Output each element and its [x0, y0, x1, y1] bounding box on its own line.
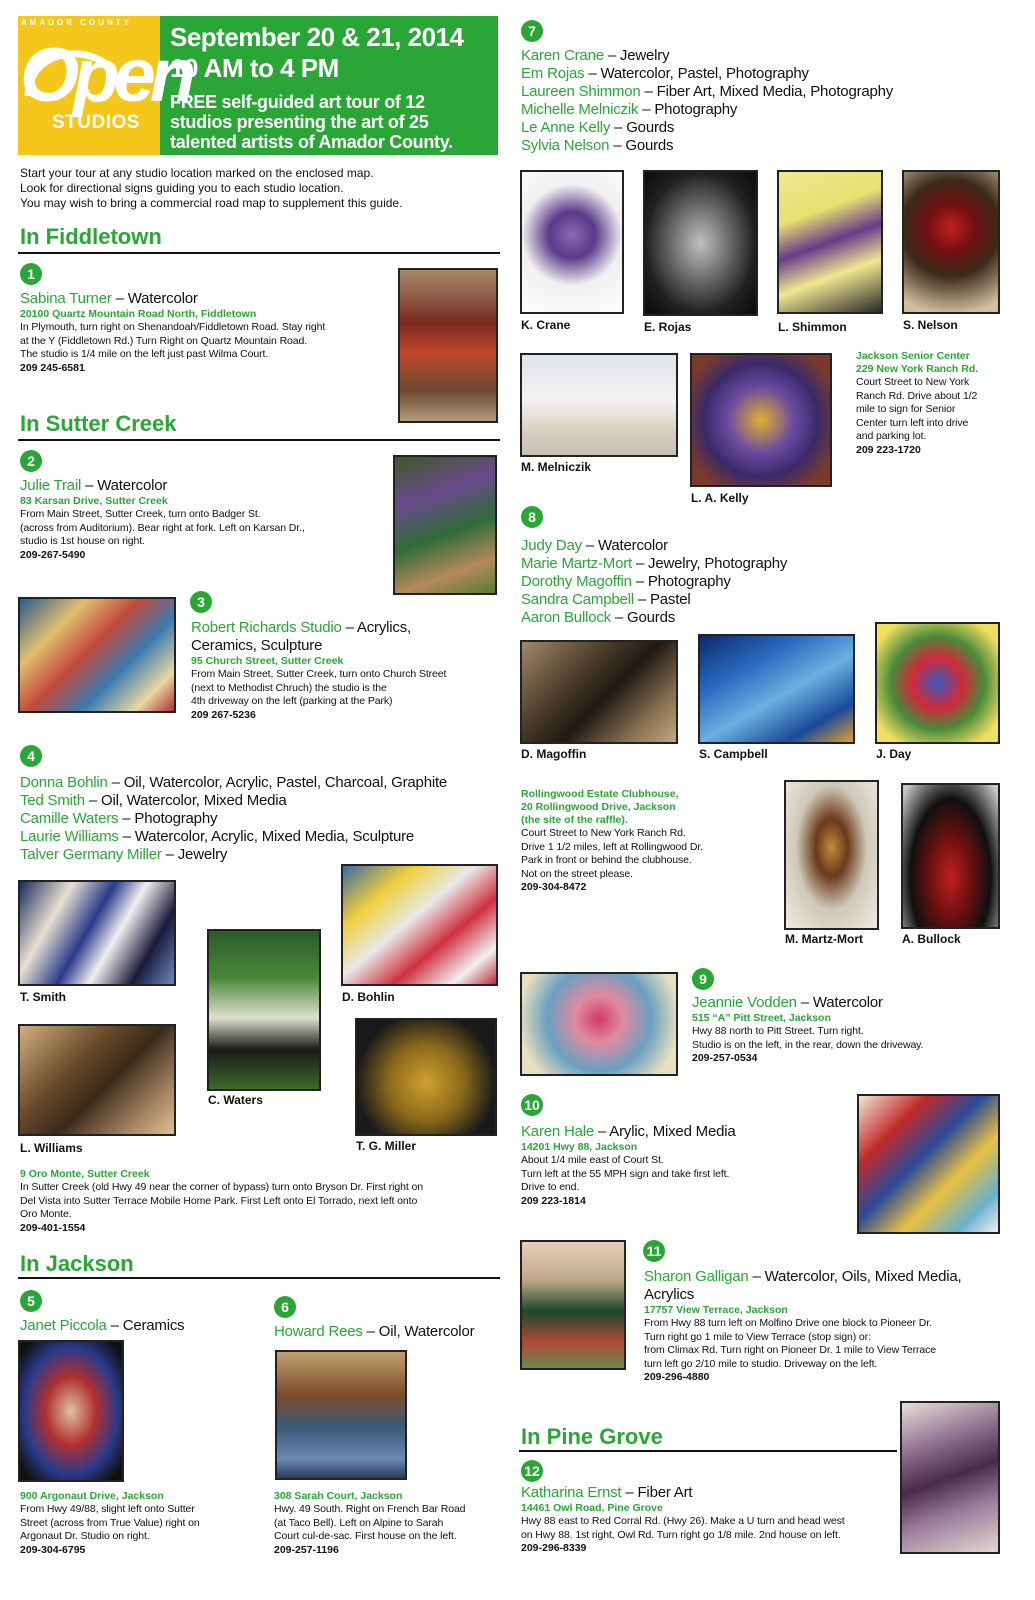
studio-number-badge: 9: [692, 968, 714, 990]
artist-name: Aaron Bullock: [521, 609, 611, 626]
artist-name: Donna Bohlin: [20, 774, 108, 791]
dir-line: Not on the street please.: [521, 867, 633, 880]
artist-media: – Arylic, Mixed Media: [594, 1123, 736, 1140]
section-jackson: In Jackson: [20, 1251, 134, 1276]
intro-line-1: Start your tour at any studio location marked on the enclosed map.: [20, 166, 374, 180]
studio-number-badge: 10: [521, 1094, 543, 1116]
studio-address: 9 Oro Monte, Sutter Creek: [20, 1168, 150, 1180]
section-rule: [519, 1450, 897, 1452]
artist-name: Karen Hale: [521, 1123, 595, 1140]
artist-media: – Jewelry, Photography: [631, 555, 788, 572]
caption-waters: C. Waters: [208, 1093, 263, 1107]
artist-media: – Photography: [638, 101, 738, 118]
dir-line: Hwy 88 north to Pitt Street. Turn right.: [692, 1025, 864, 1037]
phone: 209 245-6581: [20, 361, 85, 374]
dir-line: The studio is 1/4 mile on the left just past Wilma Court.: [20, 348, 269, 360]
artist-line: [20, 477, 385, 495]
artwork-image-rojas: [643, 170, 758, 316]
artist-name: Sandra Campbell: [521, 591, 634, 608]
studio-number-badge: 5: [20, 1290, 42, 1312]
directions: [191, 668, 496, 709]
directions: [644, 1317, 1024, 1371]
dir-line: Hwy 88 east to Red Corral Rd. (Hwy 26). Make a U turn and head west: [521, 1515, 845, 1527]
artist-name: Judy Day: [521, 537, 582, 554]
artist-name: Janet Piccola: [20, 1317, 107, 1334]
dir-line: Drive to end.: [521, 1181, 580, 1193]
artist-media: – Watercolor, Oils, Mixed Media,: [748, 1268, 962, 1285]
artist-media: – Watercolor: [796, 994, 883, 1011]
artist-name: Laureen Shimmon: [521, 83, 641, 100]
event-date: September 20 & 21, 2014: [170, 22, 464, 52]
caption-kelly: L. A. Kelly: [691, 491, 749, 505]
artist-line: [521, 47, 1021, 65]
artist-media: – Gourds: [609, 137, 674, 154]
caption-smith: T. Smith: [20, 990, 67, 1004]
dir-line: at the Y (Fiddletown Rd.) Turn Right on Quartz Mountain Road.: [20, 334, 308, 347]
artist-line: [521, 537, 1001, 555]
logo-word: Open: [20, 33, 191, 118]
studio-number-badge: 12: [521, 1460, 543, 1482]
intro-line-3: You may wish to bring a commercial road map to supplement this guide.: [20, 196, 403, 210]
logo-studios: STUDIOS: [52, 112, 140, 133]
artwork-image-nelson: [902, 170, 1000, 314]
section-pine-grove: In Pine Grove: [521, 1424, 663, 1449]
artist-line: [20, 1317, 184, 1335]
phone: 209 267-5236: [191, 708, 256, 721]
artwork-image-hale: [857, 1094, 1000, 1234]
artwork-image-crane: [520, 170, 624, 314]
section-fiddletown: In Fiddletown: [20, 224, 162, 249]
section-rule: [18, 439, 500, 441]
dir-line: Court Street to New York: [856, 376, 970, 388]
artwork-image-piccola: [18, 1340, 124, 1482]
directions: [521, 827, 771, 881]
phone: 209-267-5490: [20, 548, 86, 561]
artist-name: Jeannie Vodden: [692, 994, 797, 1011]
phone: 209-304-6795: [20, 1543, 86, 1556]
artwork-image-waters: [207, 929, 321, 1091]
dir-line: (across from Auditorium). Bear right at fork. Left on Karsan Dr.,: [20, 521, 305, 534]
artist-line: [644, 1268, 1024, 1286]
studio-number-badge: 11: [643, 1240, 665, 1262]
intro-text: [20, 166, 402, 211]
artwork-image-turner: [398, 268, 498, 423]
studio-number-badge: 3: [190, 591, 212, 613]
studio-address: (the site of the raffle).: [521, 814, 628, 826]
artwork-image-williams: [18, 1024, 176, 1136]
artwork-image-smith: [18, 880, 176, 986]
dir-line: About 1/4 mile east of Court St.: [521, 1154, 664, 1166]
open-studios-logo: [18, 16, 191, 155]
artist-name: Marie Martz-Mort: [521, 555, 632, 572]
directions: [856, 376, 1016, 444]
studio-4-directions: [20, 1168, 500, 1235]
dir-line: and parking lot.: [856, 430, 927, 442]
intro-line-2: Look for directional signs guiding you to each studio location.: [20, 181, 344, 195]
artist-name: Em Rojas: [521, 65, 585, 82]
artist-media: – Ceramics: [106, 1317, 185, 1334]
artist-line: [20, 810, 500, 828]
caption-williams: L. Williams: [20, 1141, 83, 1155]
studio-address: 14201 Hwy 88, Jackson: [521, 1141, 638, 1153]
caption-rojas: E. Rojas: [644, 320, 692, 334]
studio-10-block: [521, 1123, 851, 1208]
dir-line: (at Taco Bell). Left on Alpine to Sarah: [274, 1516, 444, 1529]
studio-number-badge: 7: [521, 20, 543, 42]
artwork-image-kelly: [690, 353, 832, 487]
artist-name: Katharina Ernst: [521, 1484, 622, 1501]
artist-name: Talver Germany Miller: [20, 846, 162, 863]
artwork-image-melniczik: [520, 353, 678, 457]
artist-media: – Oil, Watercolor, Acrylic, Pastel, Charcoal, Graphite: [107, 774, 448, 791]
directions: [20, 1181, 500, 1222]
studio-9-block: [692, 994, 1022, 1065]
dir-line: In Sutter Creek (old Hwy 49 near the corner of bypass) turn onto Bryson Dr. First right on: [20, 1181, 424, 1193]
logo-county: AMADOR COUNTY: [21, 18, 132, 27]
artist-line: [191, 619, 496, 637]
studio-8-directions: [521, 788, 771, 894]
directions: [20, 508, 385, 549]
section-rule: [18, 1277, 500, 1279]
studio-4-artists: [20, 774, 500, 864]
caption-bullock: A. Bullock: [902, 932, 961, 946]
studio-address: 515 “A” Pitt Street, Jackson: [692, 1012, 831, 1024]
phone: 209 223-1814: [521, 1194, 586, 1207]
dir-line: 4th driveway on the left (parking at the Park): [191, 695, 393, 707]
artist-media: – Gourds: [610, 609, 676, 626]
dir-line: From Main Street, Sutter Creek, turn onto Badger St.: [20, 508, 261, 520]
dir-line: (next to Methodist Chruch) the studio is the: [191, 681, 387, 694]
artwork-image-richards: [18, 597, 176, 713]
dir-line: In Plymouth, turn right on Shenandoah/Fiddletown Road. Stay right: [20, 321, 326, 333]
dir-line: Del Vista into Sutter Terrace Mobile Home Park. First Left onto El Torrado, next left onto: [20, 1194, 418, 1207]
artwork-image-galligan: [520, 1240, 626, 1370]
artist-name: Sharon Galligan: [644, 1268, 749, 1285]
desc-line-2: studios presenting the art of 25: [170, 112, 429, 132]
artist-line: [521, 555, 1001, 573]
directions: [274, 1503, 504, 1544]
phone: 209 223-1720: [856, 443, 921, 456]
artwork-image-campbell: [698, 634, 855, 744]
artwork-image-bohlin: [341, 864, 498, 986]
studio-number-badge: 2: [20, 450, 42, 472]
artist-media: – Acrylics,: [341, 619, 411, 636]
artist-media: – Gourds: [610, 119, 675, 136]
studio-address: 17757 View Terrace, Jackson: [644, 1304, 788, 1316]
event-time: 10 AM to 4 PM: [170, 53, 339, 83]
artist-media: – Jewelry: [161, 846, 228, 863]
dir-line: From Hwy 88 turn left on Molfino Drive one block to Pioneer Dr.: [644, 1317, 932, 1329]
artist-media: – Photography: [118, 810, 218, 827]
artist-line: [20, 290, 390, 308]
dir-line: Drive 1 1/2 miles, left at Rollingwood Dr.: [521, 840, 703, 853]
section-sutter-creek: In Sutter Creek: [20, 411, 177, 436]
directions: [521, 1154, 851, 1195]
dir-line: Park in front or behind the clubhouse.: [521, 854, 692, 866]
artist-name: Sabina Turner: [20, 290, 112, 307]
studio-address: 95 Church Street, Sutter Creek: [191, 655, 344, 667]
artist-line: [20, 792, 500, 810]
artist-media: – Watercolor: [111, 290, 198, 307]
artist-line: [274, 1323, 474, 1341]
dir-line: Court Street to New York Ranch Rd.: [521, 827, 686, 839]
studio-address: Jackson Senior Center: [856, 350, 970, 362]
artist-line: [521, 119, 1021, 137]
dir-line: Court cul-de-sac. First house on the left.: [274, 1530, 457, 1542]
artwork-image-trail: [393, 455, 497, 595]
studio-3-block: [191, 619, 496, 722]
caption-bohlin: D. Bohlin: [342, 990, 395, 1004]
studio-number-badge: 8: [521, 506, 543, 528]
phone: 209-296-4880: [644, 1371, 710, 1383]
studio-address: 20 Rollingwood Drive, Jackson: [521, 801, 676, 813]
artist-name: Le Anne Kelly: [521, 119, 611, 136]
dir-line: on Hwy 88. 1st right, Owl Rd. Turn right go 1/8 mile. 2nd house on left.: [521, 1528, 841, 1541]
artist-line: [692, 994, 1022, 1012]
artist-name: Ted Smith: [20, 792, 85, 809]
caption-crane: K. Crane: [521, 318, 571, 332]
artwork-image-day: [875, 622, 1000, 744]
artist-line: [521, 1484, 901, 1502]
artist-media: – Fiber Art, Mixed Media, Photography: [640, 83, 894, 100]
dir-line: Center turn left into drive: [856, 416, 969, 429]
artist-media: – Fiber Art: [621, 1484, 693, 1501]
dir-line: turn left go 2/10 mile to studio. Driveway on the left.: [644, 1357, 878, 1370]
dir-line: From Main Street, Sutter Creek, turn onto Church Street: [191, 668, 447, 680]
studio-12-block: [521, 1484, 901, 1555]
artist-media: – Photography: [631, 573, 731, 590]
artist-media-cont: Ceramics, Sculpture: [191, 637, 323, 654]
studio-address: 83 Karsan Drive, Sutter Creek: [20, 495, 168, 507]
directions: [692, 1025, 1022, 1052]
desc-line-1: FREE self-guided art tour of 12: [170, 92, 425, 112]
artist-media: – Pastel: [633, 591, 691, 608]
studio-11-block: [644, 1268, 1024, 1384]
artist-media: – Jewelry: [603, 47, 670, 64]
artist-media: – Watercolor: [581, 537, 668, 554]
dir-line: from Climax Rd. Turn right on Pioneer Dr. 1 mile to View Terrace: [644, 1344, 936, 1356]
artist-name: Sylvia Nelson: [521, 137, 610, 154]
caption-magoffin: D. Magoffin: [521, 747, 587, 761]
artist-line: [521, 591, 1001, 609]
artist-media: – Watercolor, Acrylic, Mixed Media, Sculpture: [118, 828, 415, 845]
artist-line: [521, 83, 1021, 101]
artist-media: – Oil, Watercolor, Mixed Media: [84, 792, 287, 809]
studio-7-directions: [856, 350, 1016, 457]
directions: [521, 1515, 901, 1542]
studio-7-artists: [521, 47, 1021, 155]
artwork-image-magoffin: [520, 640, 678, 744]
artwork-image-miller: [355, 1018, 497, 1136]
section-rule: [18, 252, 500, 254]
phone: 209-304-8472: [521, 881, 587, 893]
studio-address: 308 Sarah Court, Jackson: [274, 1490, 403, 1502]
event-dates: [170, 22, 463, 84]
dir-line: Turn right go 1 mile to View Terrace (stop sign) or:: [644, 1330, 871, 1343]
studio-6-block: [274, 1490, 504, 1557]
studio-2-block: [20, 477, 385, 562]
artist-media: – Oil, Watercolor: [362, 1323, 475, 1340]
studio-number-badge: 6: [274, 1296, 296, 1318]
caption-campbell: S. Campbell: [699, 747, 768, 761]
artist-name: Robert Richards Studio: [191, 619, 342, 636]
artist-name: Howard Rees: [274, 1323, 363, 1340]
artist-line: [20, 828, 500, 846]
artist-line: [521, 65, 1021, 83]
artist-media-cont: Acrylics: [644, 1286, 695, 1303]
dir-line: Street (across from True Value) right on: [20, 1516, 200, 1529]
artist-line: [521, 1123, 851, 1141]
artwork-image-martz-mort: [784, 780, 879, 930]
studio-1-block: [20, 290, 390, 375]
studio-5-block: [20, 1490, 260, 1557]
artist-name: Julie Trail: [20, 477, 82, 494]
phone: 209-257-1196: [274, 1543, 339, 1556]
phone: 209-257-0534: [692, 1052, 758, 1064]
studio-number-badge: 4: [20, 745, 42, 767]
directions: [20, 1503, 260, 1544]
studio-8-artists: [521, 537, 1001, 627]
artist-media: – Watercolor, Pastel, Photography: [584, 65, 809, 82]
studio-number-badge: 1: [20, 263, 42, 285]
event-description: [170, 92, 453, 152]
phone: 209-401-1554: [20, 1221, 86, 1234]
caption-martz-mort: M. Martz-Mort: [785, 932, 863, 946]
dir-line: Argonaut Dr. Studio on right.: [20, 1530, 150, 1542]
artwork-image-rees: [275, 1350, 407, 1480]
artist-line: [521, 573, 1001, 591]
studio-address: 900 Argonaut Drive, Jackson: [20, 1490, 164, 1502]
desc-line-3: talented artists of Amador County.: [170, 132, 453, 152]
artwork-image-bullock: [901, 783, 1000, 929]
caption-melniczik: M. Melniczik: [521, 460, 592, 474]
artist-line: [20, 846, 500, 864]
artwork-image-ernst: [900, 1401, 1000, 1554]
dir-line: Studio is on the left, in the rear, down the driveway.: [692, 1038, 924, 1051]
artist-name: Karen Crane: [521, 47, 604, 64]
directions: [20, 321, 390, 362]
artist-name: Laurie Williams: [20, 828, 119, 845]
artist-name: Michelle Melniczik: [521, 101, 639, 118]
dir-line: Turn left at the 55 MPH sign and take first left.: [521, 1167, 730, 1180]
studio-address: 14461 Owl Road, Pine Grove: [521, 1502, 663, 1514]
caption-miller: T. G. Miller: [356, 1139, 417, 1153]
caption-nelson: S. Nelson: [903, 318, 958, 332]
studio-address: Rollingwood Estate Clubhouse,: [521, 788, 679, 800]
caption-shimmon: L. Shimmon: [778, 320, 847, 334]
dir-line: Oro Monte.: [20, 1208, 72, 1220]
dir-line: Ranch Rd. Drive about 1/2: [856, 389, 978, 402]
dir-line: studio is 1st house on right.: [20, 535, 145, 547]
artist-line: [20, 774, 500, 792]
caption-day: J. Day: [876, 747, 912, 761]
artist-media: – Watercolor: [81, 477, 168, 494]
artwork-image-vodden: [520, 972, 678, 1076]
studio-address: 229 New York Ranch Rd.: [856, 363, 979, 375]
artist-name: Camille Waters: [20, 810, 119, 827]
phone: 209-296-8339: [521, 1542, 587, 1554]
dir-line: mile to sign for Senior: [856, 403, 956, 415]
artist-line: [521, 101, 1021, 119]
dir-line: Hwy. 49 South. Right on French Bar Road: [274, 1503, 466, 1515]
artist-line: [521, 137, 1021, 155]
dir-line: From Hwy 49/88, slight left onto Sutter: [20, 1503, 195, 1515]
artist-name: Dorothy Magoffin: [521, 573, 632, 590]
artwork-image-shimmon: [777, 170, 883, 314]
studio-address: 20100 Quartz Mountain Road North, Fiddletown: [20, 308, 257, 320]
